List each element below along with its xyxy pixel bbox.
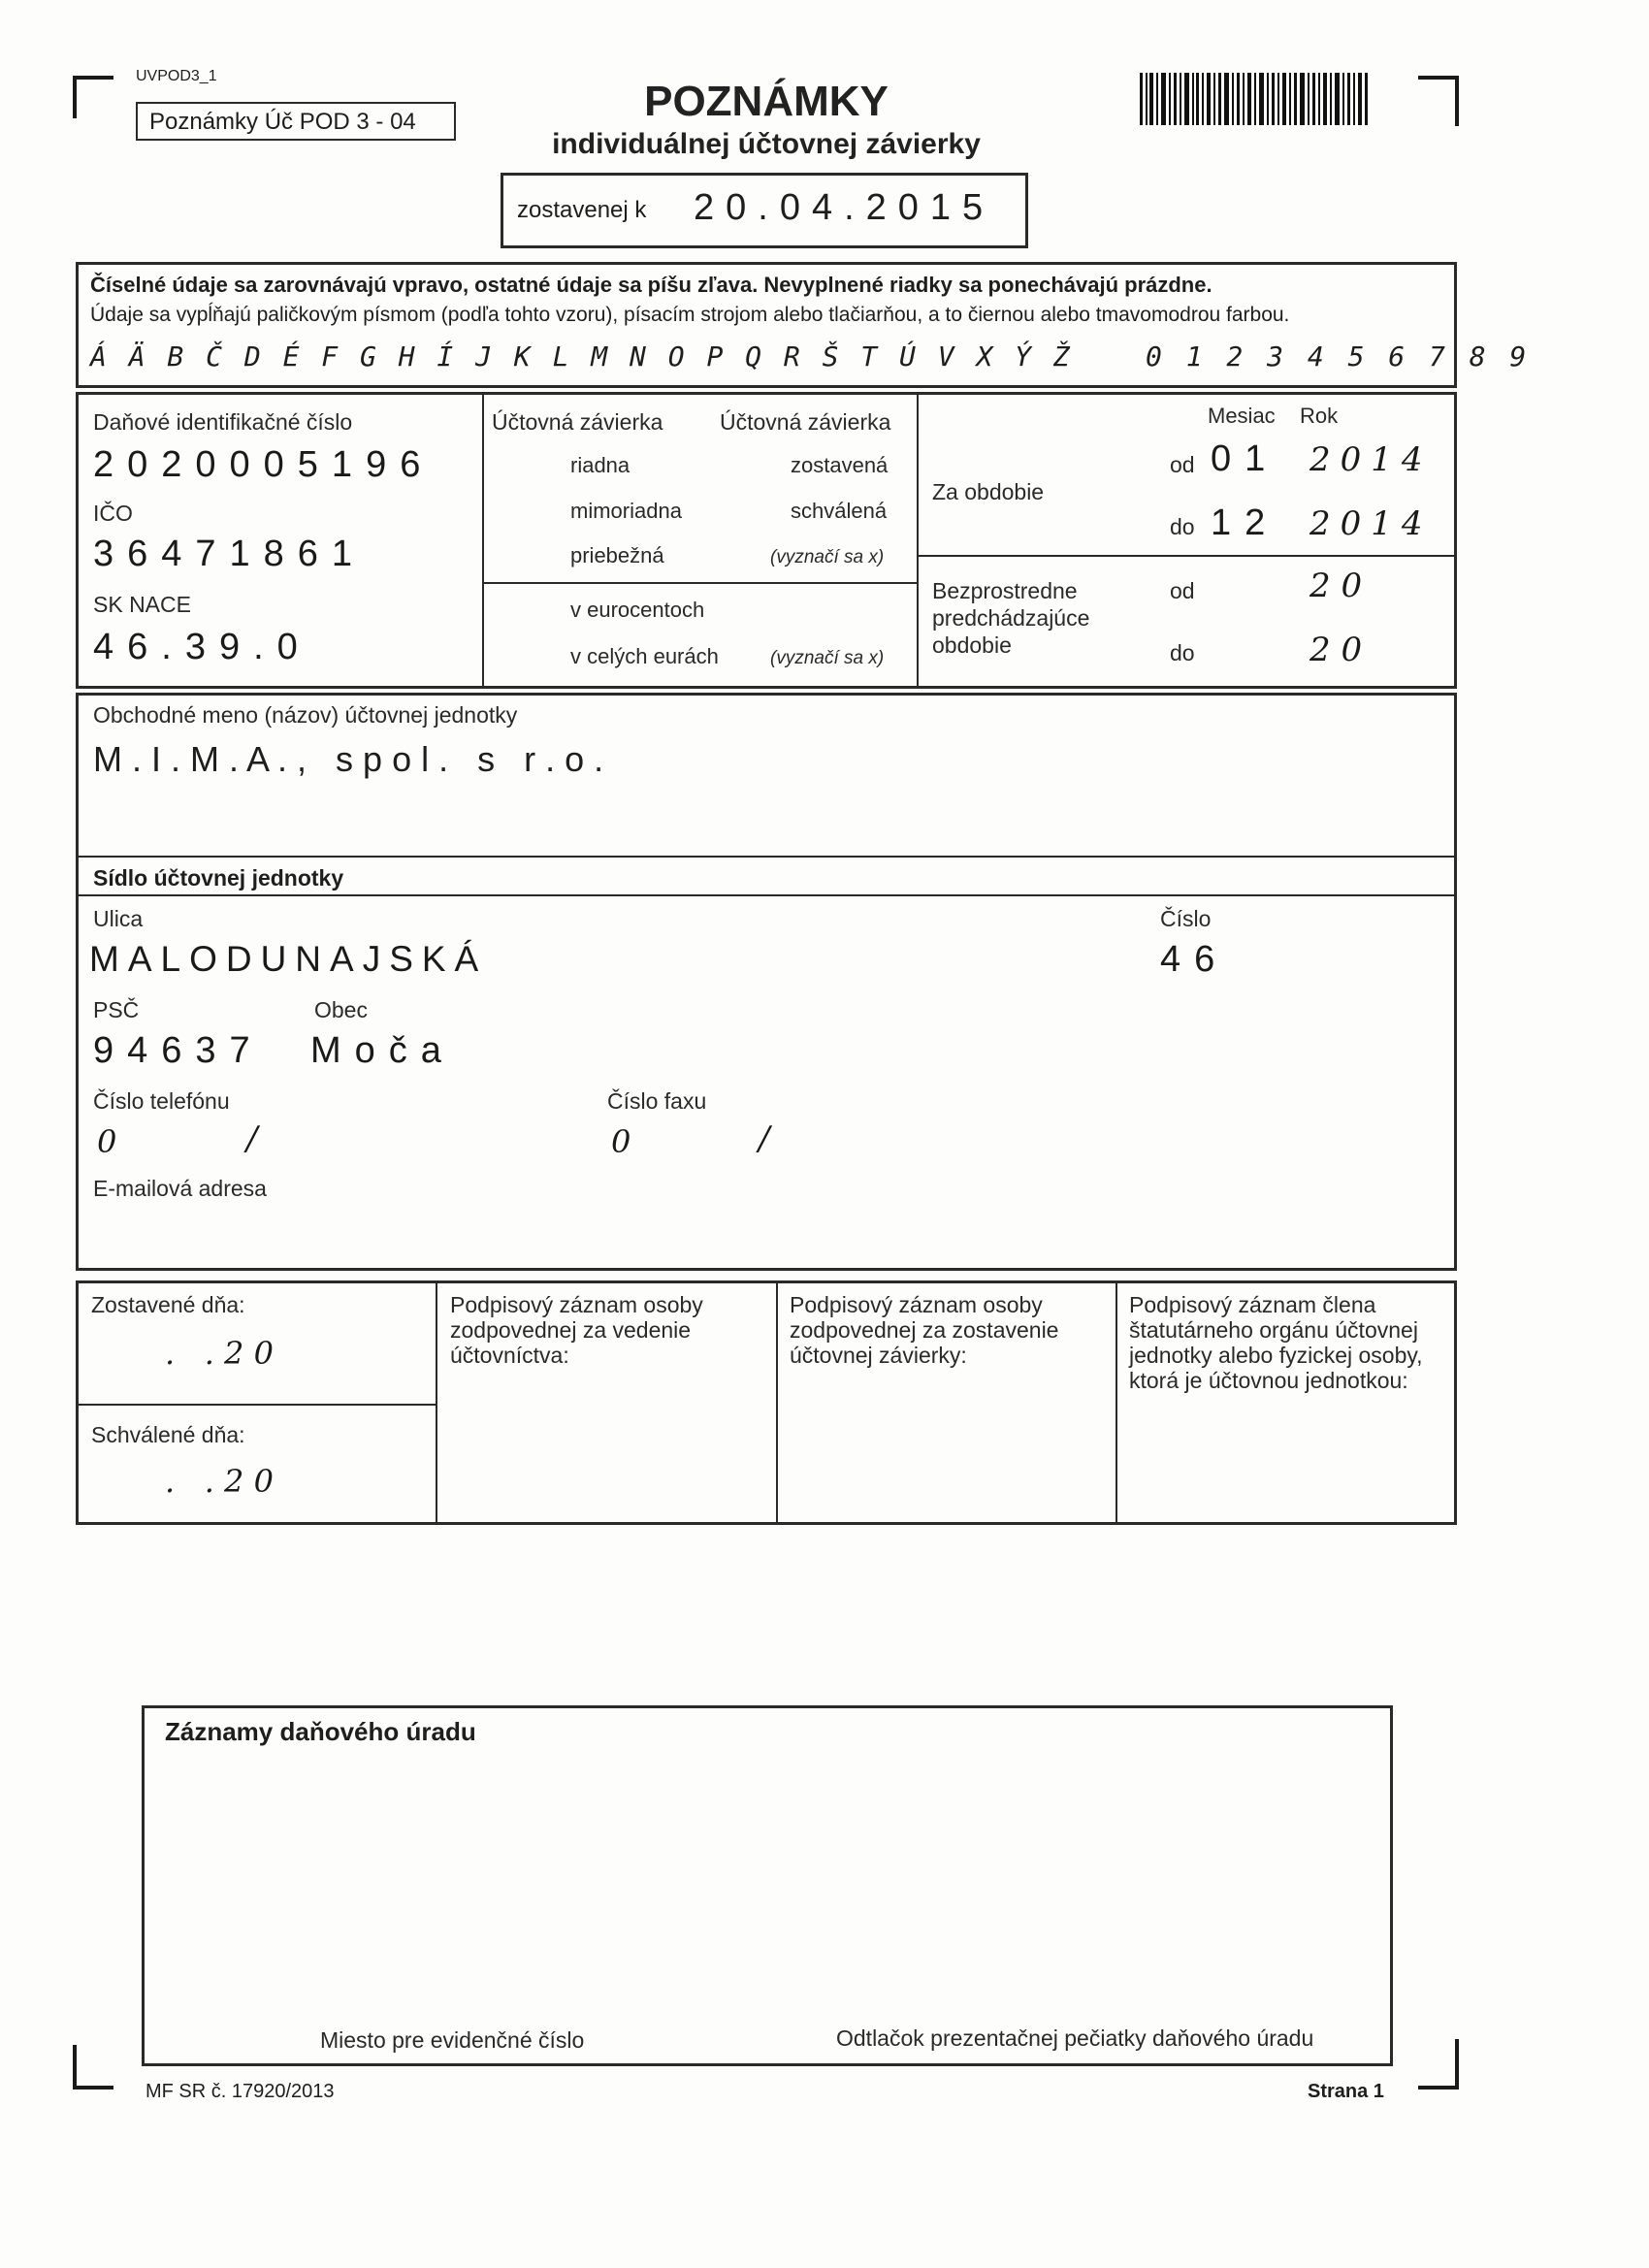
mark-note-2: (vyznačí sa x): [770, 648, 885, 668]
option-mimoriadna[interactable]: mimoriadna: [570, 499, 682, 523]
nace-value[interactable]: 46.39.0: [93, 627, 311, 667]
street-number[interactable]: 46: [1160, 939, 1229, 980]
signature-statement-compiler[interactable]: Podpisový záznam osoby zodpovednej za zostavenie účtovnej závierky:: [790, 1292, 1059, 1368]
prev-period-to-year[interactable]: 2 0: [1310, 631, 1363, 669]
street-number-label: Číslo: [1160, 906, 1212, 931]
option-schvalena[interactable]: schválená: [791, 499, 888, 523]
instructions-box: [76, 262, 1531, 388]
divider: [436, 1282, 437, 1523]
page-subtitle: individuálnej účtovnej závierky: [552, 128, 981, 160]
prev-period-label-3: obdobie: [932, 632, 1012, 658]
period-to-label: do: [1170, 514, 1195, 539]
compiled-date-box: [501, 173, 1028, 248]
sample-letters: Á Ä B Č D É F G H Í J K L M N O P Q R Š T Ú V X Ý Ž: [90, 340, 1073, 373]
page-title: POZNÁMKY: [644, 78, 889, 125]
prev-period-from-label: od: [1170, 578, 1195, 603]
period-label: Za obdobie: [932, 479, 1045, 504]
divider: [78, 856, 1455, 858]
instructions-line-1: Číselné údaje sa zarovnávajú vpravo, ostatné údaje sa píšu zľava. Nevyplnené riadky sa ponechávajú prázdne.: [90, 273, 1212, 297]
fax-label: Číslo faxu: [607, 1088, 707, 1114]
corner-mark-top-left: [73, 76, 113, 118]
divider: [917, 394, 919, 687]
divider: [1116, 1282, 1117, 1523]
footer-reference: MF SR č. 17920/2013: [146, 2081, 335, 2102]
street-value[interactable]: MALODUNAJSKÁ: [89, 939, 488, 979]
prev-period-from-year[interactable]: 2 0: [1310, 567, 1363, 605]
compiled-date[interactable]: 20.04.2015: [694, 187, 995, 228]
registration-number-caption: Miesto pre evidenčné číslo: [320, 2027, 585, 2053]
statement-type-header-left: Účtovná závierka: [492, 409, 663, 435]
approved-on-label: Schválené dňa:: [91, 1422, 245, 1447]
dic-label: Daňové identifikačné číslo: [93, 409, 353, 435]
fax-slash: /: [759, 1119, 770, 1158]
phone-slash: /: [246, 1119, 258, 1158]
ico-value[interactable]: 36471861: [93, 534, 367, 574]
divider: [78, 1404, 436, 1406]
company-name[interactable]: M . I . M . A . , s p o l . s r . o .: [93, 739, 604, 779]
fax-prefix[interactable]: 0: [611, 1123, 631, 1160]
option-zostavena[interactable]: zostavená: [791, 453, 889, 477]
corner-mark-bottom-left: [73, 2045, 113, 2090]
year-label: Rok: [1300, 404, 1339, 428]
barcode: [1140, 73, 1369, 125]
email-label: E-mailová adresa: [93, 1176, 267, 1201]
divider: [482, 394, 484, 687]
mark-note: (vyznačí sa x): [770, 547, 885, 567]
zip-value[interactable]: 94637: [93, 1030, 264, 1071]
option-riadna[interactable]: riadna: [570, 453, 630, 477]
signature-accounting[interactable]: Podpisový záznam osoby zodpovednej za vedenie účtovníctva:: [450, 1292, 703, 1368]
divider: [484, 582, 917, 584]
corner-mark-bottom-right: [1418, 2039, 1459, 2090]
period-from-month[interactable]: 01: [1211, 438, 1279, 479]
company-name-label: Obchodné meno (názov) účtovnej jednotky: [93, 702, 518, 728]
compiled-label: zostavenej k: [517, 197, 647, 223]
ico-label: IČO: [93, 501, 133, 526]
compiled-on-label: Zostavené dňa:: [91, 1292, 245, 1317]
divider: [919, 555, 1455, 557]
form-code: UVPOD3_1: [136, 68, 217, 84]
option-eurocent[interactable]: v eurocentoch: [570, 598, 705, 622]
zip-label: PSČ: [93, 997, 140, 1022]
period-from-label: od: [1170, 452, 1195, 477]
signature-statutory-body[interactable]: Podpisový záznam člena štatutárneho orgánu účtovnej jednotky alebo fyzickej osoby, ktorá je účtovnou jednotkou:: [1129, 1292, 1423, 1393]
option-euro[interactable]: v celých eurách: [570, 644, 719, 668]
statement-type-header-right: Účtovná závierka: [720, 409, 891, 435]
divider: [78, 894, 1455, 896]
divider: [776, 1282, 778, 1523]
city-label: Obec: [314, 997, 368, 1022]
period-from-year[interactable]: 2014: [1310, 440, 1433, 479]
prev-period-to-label: do: [1170, 640, 1195, 665]
phone-label: Číslo telefónu: [93, 1088, 230, 1114]
nace-label: SK NACE: [93, 592, 191, 617]
month-label: Mesiac: [1208, 404, 1276, 428]
street-label: Ulica: [93, 906, 144, 931]
dic-value[interactable]: 2020005196: [93, 444, 435, 485]
prev-period-label-2: predchádzajúce: [932, 605, 1090, 631]
seat-header: Sídlo účtovnej jednotky: [93, 865, 344, 891]
form-code-box: [136, 102, 456, 141]
city-value[interactable]: Moča: [310, 1030, 455, 1071]
period-to-month[interactable]: 12: [1211, 502, 1279, 543]
tax-office-box: [142, 1705, 1393, 2066]
approved-on-date[interactable]: . . 2 0: [165, 1463, 274, 1500]
tax-office-title: Záznamy daňového úradu: [165, 1717, 476, 1746]
corner-mark-top-right: [1418, 76, 1459, 126]
option-priebezna[interactable]: priebežná: [570, 543, 664, 567]
instructions-line-2: Údaje sa vypĺňajú paličkovým písmom (podľa tohto vzoru), písacím strojom alebo tlačiarňou, a to čiernou alebo tmavomodrou farbou.: [90, 304, 1290, 326]
period-to-year[interactable]: 2014: [1310, 504, 1433, 543]
stamp-caption: Odtlačok prezentačnej pečiatky daňového úradu: [836, 2025, 1314, 2051]
prev-period-label-1: Bezprostredne: [932, 578, 1078, 603]
form-code-box-label: Poznámky Úč POD 3 - 04: [149, 109, 416, 135]
compiled-on-date[interactable]: . . 2 0: [165, 1335, 274, 1372]
page-number: Strana 1: [1308, 2081, 1384, 2102]
sample-digits: 0 1 2 3 4 5 6 7 8 9: [1146, 340, 1531, 373]
phone-prefix[interactable]: 0: [97, 1123, 117, 1160]
